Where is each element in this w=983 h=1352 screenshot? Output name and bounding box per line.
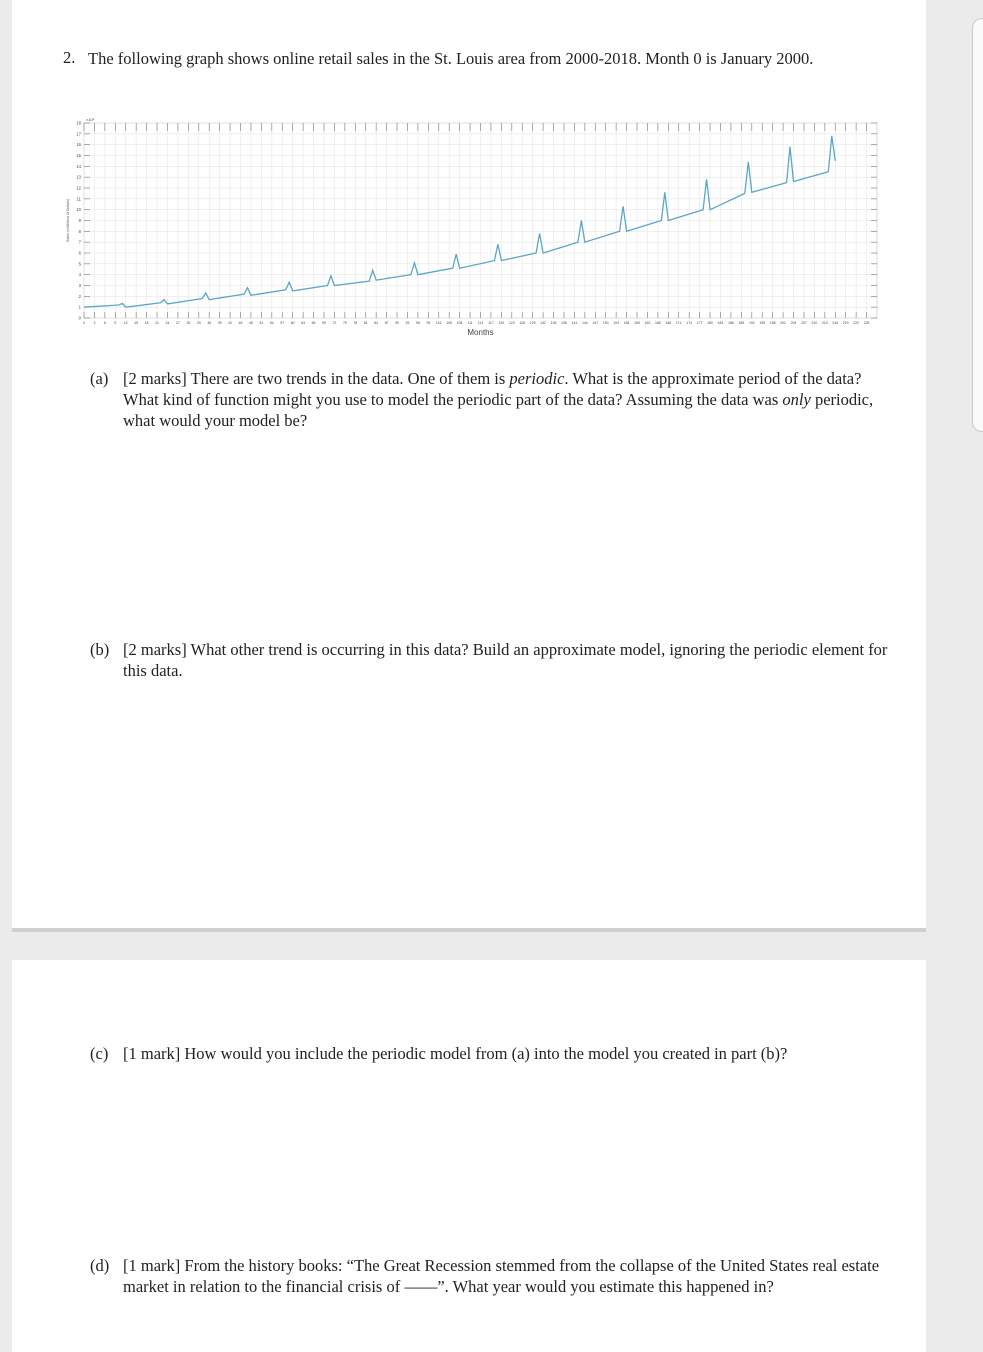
x-tick-label: 81 <box>363 321 368 325</box>
y-tick-label: 16 <box>76 142 81 148</box>
x-tick-label: 120 <box>498 321 505 325</box>
y-tick-label: 8 <box>78 228 81 234</box>
x-tick-label: 177 <box>696 321 703 325</box>
x-tick-label: 27 <box>176 321 180 325</box>
x-tick-label: 21 <box>155 321 159 325</box>
x-tick-label: 207 <box>801 321 807 325</box>
page-divider <box>12 928 926 932</box>
x-tick-label: 162 <box>644 321 651 325</box>
question-number: 2. <box>63 48 76 67</box>
part-c-text: [1 mark] How would you include the periodic model from (a) into the model you created in part (b)? <box>123 1044 788 1063</box>
y-tick-label: 11 <box>76 196 81 202</box>
x-tick-label: 225 <box>863 321 870 325</box>
part-c <box>90 1043 890 1064</box>
x-tick-label: 222 <box>853 321 859 325</box>
x-tick-label: 93 <box>405 321 410 325</box>
x-tick-label: 9 <box>114 321 117 325</box>
x-tick-label: 24 <box>165 321 170 325</box>
x-tick-label: 51 <box>259 321 264 325</box>
x-tick-label: 195 <box>759 321 766 325</box>
x-tick-label: 57 <box>280 321 285 325</box>
x-tick-label: 72 <box>332 321 337 325</box>
x-tick-label: 123 <box>508 321 515 325</box>
x-tick-label: 90 <box>395 321 399 325</box>
x-tick-label: 141 <box>571 321 578 325</box>
x-tick-label: 6 <box>103 321 106 325</box>
x-tick-label: 3 <box>93 321 96 325</box>
x-tick-label: 54 <box>269 321 274 325</box>
x-tick-label: 183 <box>717 321 724 325</box>
x-tick-label: 42 <box>228 321 232 325</box>
y-tick-label: 9 <box>78 218 81 223</box>
sales-chart <box>62 113 882 343</box>
y-tick-label: 17 <box>76 131 81 137</box>
x-tick-label: 108 <box>456 321 463 325</box>
part-b <box>90 639 890 681</box>
x-tick-label: 135 <box>550 321 557 325</box>
x-tick-label: 174 <box>686 321 693 325</box>
x-tick-label: 165 <box>655 321 661 325</box>
y-tick-label: 1 <box>78 304 81 310</box>
x-tick-label: 18 <box>144 321 149 325</box>
x-tick-label: 180 <box>707 321 713 325</box>
x-tick-label: 171 <box>675 321 682 325</box>
x-tick-label: 33 <box>196 321 201 325</box>
y-tick-label: 7 <box>78 239 81 245</box>
x-tick-label: 78 <box>353 321 358 325</box>
x-tick-label: 87 <box>384 321 389 325</box>
x-tick-label: 75 <box>342 321 347 325</box>
x-tick-label: 159 <box>634 321 640 325</box>
y-tick-label: 6 <box>78 250 81 256</box>
part-a-text: [2 marks] There are two trends in the data. One of them is periodic. What is the approximate period of the data? What kind of function might you use to model the periodic part of the data? Assuming the data was only periodic, what would your model be? <box>123 369 874 430</box>
y-tick-label: 15 <box>76 153 81 158</box>
x-tick-label: 138 <box>561 321 567 325</box>
x-tick-label: 150 <box>602 321 609 325</box>
y-tick-label: 2 <box>78 293 81 299</box>
part-b-text: [2 marks] What other trend is occurring in this data? Build an approximate model, ignoring the periodic element for this data. <box>123 640 888 680</box>
y-tick-label: 14 <box>76 163 81 169</box>
y-tick-label: 0 <box>78 315 81 321</box>
y-tick-label: 12 <box>76 185 81 191</box>
x-tick-label: 153 <box>613 321 619 325</box>
question-intro: The following graph shows online retail sales in the St. Louis area from 2000-2018. Month 0 is January 2000. <box>88 49 814 68</box>
x-tick-label: 156 <box>623 321 630 325</box>
x-tick-label: 39 <box>217 321 222 325</box>
x-tick-label: 111 <box>467 321 473 325</box>
x-tick-label: 147 <box>592 321 599 325</box>
scrollbar-track[interactable] <box>972 18 983 432</box>
x-tick-label: 192 <box>748 321 755 325</box>
x-tick-label: 114 <box>477 321 484 325</box>
x-tick-label: 213 <box>821 321 828 325</box>
x-tick-label: 0 <box>83 321 85 325</box>
y-tick-label: 13 <box>76 174 81 180</box>
x-tick-label: 216 <box>832 321 839 325</box>
x-tick-label: 132 <box>540 321 546 325</box>
part-d-text: [1 mark] From the history books: “The Great Recession stemmed from the collapse of the United States real estate market in relation to the financial crisis of ——”. What year would you estimate this happened in? <box>123 1256 880 1296</box>
x-tick-label: 129 <box>529 321 536 325</box>
y-axis-label: Sales (in Millions of Dollars) <box>66 198 70 243</box>
x-tick-label: 189 <box>738 321 745 325</box>
y-tick-label: 18 <box>76 120 81 126</box>
x-tick-label: 60 <box>290 321 295 325</box>
x-tick-label: 102 <box>435 321 442 325</box>
x-tick-label: 105 <box>446 321 453 325</box>
x-tick-label: 210 <box>811 321 818 325</box>
x-axis-label: Months <box>467 328 494 337</box>
part-d <box>90 1255 890 1297</box>
x-tick-label: 45 <box>238 321 243 325</box>
x-tick-label: 36 <box>207 321 212 325</box>
part-d-label: (d) <box>90 1256 110 1275</box>
x-tick-label: 84 <box>374 321 379 325</box>
x-tick-label: 63 <box>301 321 306 325</box>
part-b-label: (b) <box>90 640 110 659</box>
y-multiplier-label: ×10⁴ <box>86 117 95 122</box>
x-tick-label: 126 <box>519 321 526 325</box>
x-tick-label: 15 <box>134 321 139 325</box>
x-tick-label: 201 <box>780 321 786 325</box>
part-a-label: (a) <box>90 369 109 388</box>
chart-grid <box>84 123 877 318</box>
y-tick-label: 4 <box>78 272 81 278</box>
x-tick-label: 48 <box>249 321 253 325</box>
x-tick-label: 198 <box>769 321 776 325</box>
x-tick-label: 219 <box>842 321 849 325</box>
x-tick-label: 204 <box>790 321 797 325</box>
y-tick-label: 5 <box>78 261 81 267</box>
x-tick-label: 117 <box>488 321 494 325</box>
x-tick-label: 66 <box>311 321 316 325</box>
y-tick-label: 10 <box>76 207 81 213</box>
y-tick-label: 3 <box>78 283 81 288</box>
x-tick-label: 69 <box>322 321 326 325</box>
x-tick-label: 30 <box>186 321 191 325</box>
x-tick-label: 96 <box>416 321 420 325</box>
x-tick-label: 99 <box>426 321 431 325</box>
x-tick-label: 144 <box>582 321 588 325</box>
x-tick-label: 168 <box>665 321 672 325</box>
part-c-label: (c) <box>90 1044 109 1063</box>
x-tick-label: 186 <box>728 321 734 325</box>
x-tick-label: 12 <box>123 321 128 325</box>
part-a <box>90 368 890 431</box>
